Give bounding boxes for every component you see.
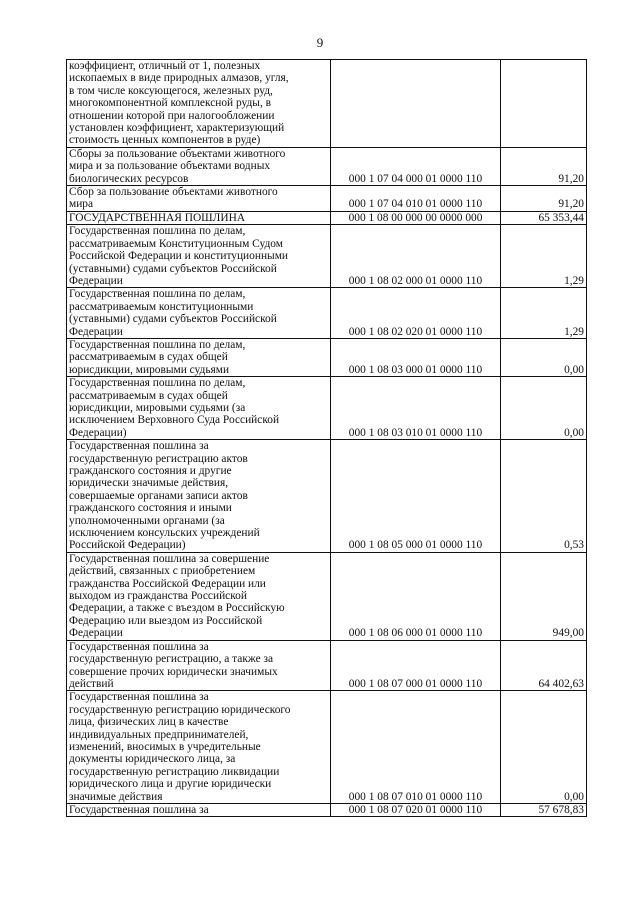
budget-classification-code: 000 1 08 02 020 01 0000 110	[331, 288, 501, 339]
revenue-item-name	[67, 147, 331, 185]
table-row	[67, 691, 587, 804]
revenue-item-name-line: совершаемые органами записи актов	[69, 489, 248, 502]
revenue-item-name	[67, 552, 331, 640]
revenue-item-name-line: значимые действия	[69, 790, 163, 803]
amount-value: 91,20	[501, 147, 587, 185]
revenue-item-name-line: Федерации	[69, 325, 123, 338]
amount-value	[501, 60, 587, 148]
revenue-item-name-line: юрисдикции, мировыми судьями (за	[69, 401, 246, 414]
amount-value: 0,00	[501, 377, 587, 440]
revenue-item-name-line: государственную регистрацию юридического	[69, 703, 291, 716]
revenue-item-name-line: рассматриваемым в судах общей	[69, 351, 228, 364]
revenue-item-name-line: гражданского состояния и другие	[69, 465, 232, 477]
revenue-item-name-line: установлен коэффициент, характеризующий	[69, 122, 285, 135]
revenue-item-name-line: исключением Верховного Суда Российской	[69, 414, 280, 427]
budget-classification-code: 000 1 07 04 010 01 0000 110	[331, 186, 501, 212]
amount-value: 1,29	[501, 288, 587, 339]
revenue-item-name-line: государственную регистрацию актов	[69, 452, 248, 465]
revenue-item-name-line: документы юридического лица, за	[69, 753, 236, 766]
revenue-item-name-line: стоимость ценных компонентов в руде)	[69, 134, 261, 147]
revenue-item-name-line: государственную регистрацию ликвидации	[69, 765, 280, 778]
revenue-item-name	[67, 691, 331, 804]
revenue-item-name-line: Государственная пошлина за совершение	[69, 552, 270, 565]
revenue-item-name-line: юридически значимые действия,	[69, 477, 229, 490]
revenue-item-name-line: Государственная пошлина за	[69, 803, 209, 816]
revenue-item-name	[67, 640, 331, 691]
revenue-item-name	[67, 225, 331, 288]
table-row	[67, 803, 587, 816]
revenue-item-name	[67, 338, 331, 376]
revenue-item-name-line: рассматриваемым конституционными	[69, 300, 254, 313]
budget-classification-code: 000 1 08 02 000 01 0000 110	[331, 225, 501, 288]
revenue-item-name-line: (уставными) судами субъектов Российской	[69, 262, 277, 275]
revenue-item-name-line: Российской Федерации)	[69, 539, 186, 552]
revenue-item-name-line: юрисдикции, мировыми судьями	[69, 363, 230, 376]
revenue-item-name-line: Государственная пошлина по делам,	[69, 288, 246, 301]
table-row	[67, 288, 587, 339]
amount-value: 949,00	[501, 552, 587, 640]
revenue-item-name-line: Федерации, а также с въездом в Российскую	[69, 602, 285, 615]
revenue-item-name-line: лица, физических лиц в качестве	[69, 716, 229, 729]
revenue-item-name-line: Федерации)	[69, 426, 127, 439]
revenue-item-name-line: выходом из гражданства Российской	[69, 590, 247, 603]
revenue-item-name-line: биологических ресурсов	[69, 172, 189, 185]
table-row	[67, 147, 587, 185]
revenue-item-name-line: мира и за пользование объектами водных	[69, 160, 271, 173]
revenue-table-body	[67, 60, 587, 817]
revenue-item-name-line: Государственная пошлина по делам,	[69, 225, 246, 238]
revenue-item-name-line: уполномоченными органами (за	[69, 514, 225, 527]
budget-classification-code: 000 1 08 05 000 01 0000 110	[331, 440, 501, 553]
revenue-item-name-line: рассматриваемым Конституционным Судом	[69, 237, 283, 250]
table-row	[67, 225, 587, 288]
budget-classification-code: 000 1 07 04 000 01 0000 110	[331, 147, 501, 185]
amount-value: 0,00	[501, 691, 587, 804]
revenue-item-name-line: Государственная пошлина за	[69, 640, 209, 653]
table-row	[67, 640, 587, 691]
revenue-item-name-line: Сборы за пользование объектами животного	[69, 147, 286, 160]
revenue-item-name-line: государственную регистрацию, а также за	[69, 653, 274, 666]
amount-value: 0,00	[501, 338, 587, 376]
amount-value: 65 353,44	[501, 211, 587, 224]
table-row	[67, 338, 587, 376]
revenue-item-name-line: коэффициент, отличный от 1, полезных	[69, 60, 261, 72]
revenue-item-name-line: гражданства Российской Федерации или	[69, 577, 266, 590]
revenue-item-name-line: (уставными) судами субъектов Российской	[69, 313, 277, 326]
revenue-item-name-line: Федерацию или выездом из Российской	[69, 614, 263, 627]
budget-classification-code: 000 1 08 06 000 01 0000 110	[331, 552, 501, 640]
budget-classification-code	[331, 60, 501, 148]
table-row	[67, 440, 587, 553]
revenue-table	[66, 59, 587, 817]
page-number: 9	[316, 35, 324, 50]
revenue-item-name-line: Государственная пошлина по делам,	[69, 338, 246, 351]
amount-value: 91,20	[501, 186, 587, 212]
revenue-item-name-line: гражданского состояния и иными	[69, 502, 232, 515]
revenue-item-name-line: Государственная пошлина за	[69, 440, 209, 453]
revenue-item-name-line: Российской Федерации и конституционными	[69, 250, 289, 263]
revenue-item-name-line: многокомпонентной комплексной руды, в	[69, 97, 272, 110]
budget-classification-code: 000 1 08 03 000 01 0000 110	[331, 338, 501, 376]
revenue-item-name-line: мира	[69, 198, 94, 211]
revenue-item-name-line: Сбор за пользование объектами животного	[69, 186, 278, 199]
revenue-item-name-line: рассматриваемым в судах общей	[69, 389, 228, 402]
revenue-item-name	[67, 440, 331, 553]
revenue-item-name-line: изменений, вносимых в учредительные	[69, 740, 261, 753]
budget-classification-code: 000 1 08 07 010 01 0000 110	[331, 691, 501, 804]
revenue-item-name-line: действий	[69, 677, 114, 690]
budget-classification-code: 000 1 08 03 010 01 0000 110	[331, 377, 501, 440]
revenue-item-name	[67, 60, 331, 148]
table-row	[67, 211, 587, 224]
revenue-item-name-line: ископаемых в виде природных алмазов, угля,	[69, 72, 289, 85]
revenue-item-name	[67, 211, 331, 224]
budget-classification-code: 000 1 08 00 000 00 0000 000	[331, 211, 501, 224]
revenue-item-name-line: индивидуальных предпринимателей,	[69, 728, 249, 741]
table-row	[67, 552, 587, 640]
revenue-item-name-line: совершение прочих юридически значимых	[69, 665, 278, 678]
revenue-item-name-line: в том числе коксующегося, железных руд,	[69, 84, 273, 97]
revenue-item-name-line: Государственная пошлина за	[69, 691, 209, 704]
revenue-item-name	[67, 288, 331, 339]
revenue-item-name	[67, 377, 331, 440]
revenue-item-name-line: Федерации	[69, 274, 123, 287]
revenue-item-name-line: действий, связанных с приобретением	[69, 565, 256, 578]
revenue-item-name-line: ГОСУДАРСТВЕННАЯ ПОШЛИНА	[69, 211, 246, 224]
amount-value: 64 402,63	[501, 640, 587, 691]
budget-classification-code: 000 1 08 07 020 01 0000 110	[331, 803, 501, 816]
revenue-item-name	[67, 186, 331, 212]
amount-value: 0,53	[501, 440, 587, 553]
amount-value: 57 678,83	[501, 803, 587, 816]
revenue-item-name-line: юридического лица и другие юридически	[69, 778, 272, 791]
revenue-item-name-line: исключением консульских учреждений	[69, 527, 260, 540]
budget-classification-code: 000 1 08 07 000 01 0000 110	[331, 640, 501, 691]
table-row	[67, 60, 587, 148]
revenue-item-name-line: Государственная пошлина по делам,	[69, 377, 246, 390]
amount-value: 1,29	[501, 225, 587, 288]
revenue-item-name-line: отношении которой при налогообложении	[69, 109, 275, 122]
table-row	[67, 377, 587, 440]
revenue-item-name	[67, 803, 331, 816]
revenue-item-name-line: Федерации	[69, 627, 123, 640]
table-row	[67, 186, 587, 212]
